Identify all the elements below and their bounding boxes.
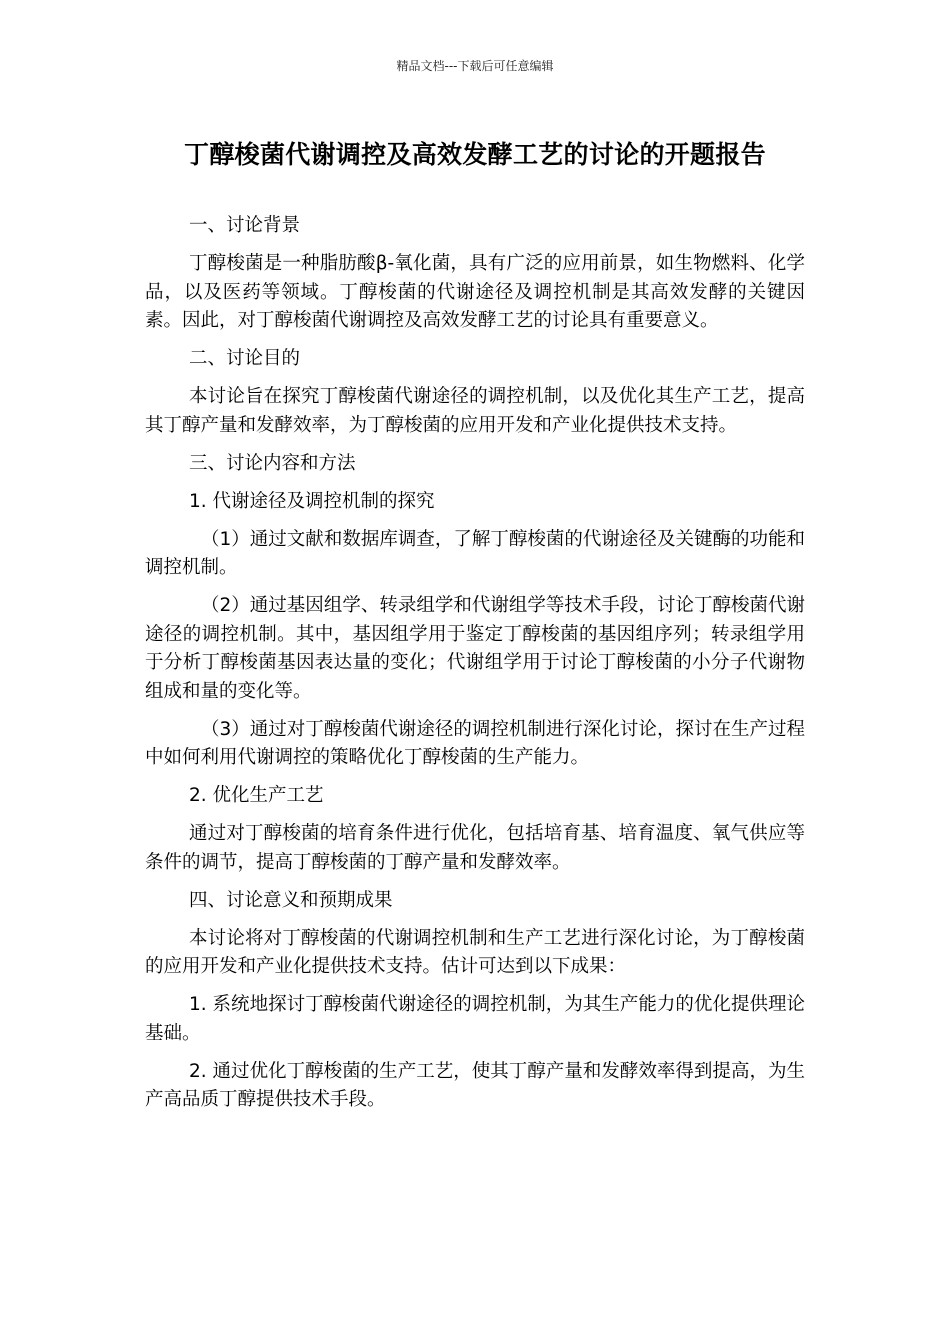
result-1: 1. 系统地探讨丁醇梭菌代谢途径的调控机制，为其生产能力的优化提供理论基础。 (145, 994, 805, 1044)
page-header: 精品文档---下载后可任意编辑 (396, 59, 554, 73)
item-pathway-3: （3）通过对丁醇梭菌代谢途径的调控机制进行深化讨论，探讨在生产过程中如何利用代谢调控的策略优化丁醇梭菌的生产能力。 (145, 718, 805, 768)
item-pathway-2: （2）通过基因组学、转录组学和代谢组学等技术手段，讨论丁醇梭菌代谢途径的调控机制。其中，基因组学用于鉴定丁醇梭菌的基因组序列；转录组学用于分析丁醇梭菌基因表达量的变化；代谢组学用于讨论丁醇梭菌的小分子代谢物组成和量的变化等。 (145, 595, 805, 702)
heading-background: 一、讨论背景 (189, 215, 301, 236)
result-2: 2. 通过优化丁醇梭菌的生产工艺，使其丁醇产量和发酵效率得到提高，为生产高品质丁醇提供技术手段。 (145, 1060, 805, 1110)
document-body (145, 212, 805, 1124)
subheading-process: 2. 优化生产工艺 (189, 785, 324, 806)
paragraph-significance: 本讨论将对丁醇梭菌的代谢调控机制和生产工艺进行深化讨论，为丁醇梭菌的应用开发和产业化提供技术支持。估计可达到以下成果： (145, 927, 805, 977)
document-title: 丁醇梭菌代谢调控及高效发酵工艺的讨论的开题报告 (184, 140, 766, 169)
heading-significance: 四、讨论意义和预期成果 (189, 889, 393, 911)
heading-purpose: 二、讨论目的 (189, 348, 301, 369)
subheading-pathway: 1. 代谢途径及调控机制的探究 (189, 490, 435, 512)
item-pathway-1: （1）通过文献和数据库调查，了解丁醇梭菌的代谢途径及关键酶的功能和调控机制。 (145, 528, 805, 578)
heading-content-methods: 三、讨论内容和方法 (189, 452, 356, 474)
paragraph-purpose: 本讨论旨在探究丁醇梭菌代谢途径的调控机制，以及优化其生产工艺，提高其丁醇产量和发酵效率，为丁醇梭菌的应用开发和产业化提供技术支持。 (145, 386, 805, 436)
paragraph-process: 通过对丁醇梭菌的培育条件进行优化，包括培育基、培育温度、氧气供应等条件的调节，提高丁醇梭菌的丁醇产量和发酵效率。 (145, 823, 805, 873)
paragraph-background: 丁醇梭菌是一种脂肪酸β-氧化菌，具有广泛的应用前景，如生物燃料、化学品，以及医药等领域。丁醇梭菌的代谢途径及调控机制是其高效发酵的关键因素。因此，对丁醇梭菌代谢调控及高效发酵工艺的讨论具有重要意义。 (145, 253, 805, 331)
